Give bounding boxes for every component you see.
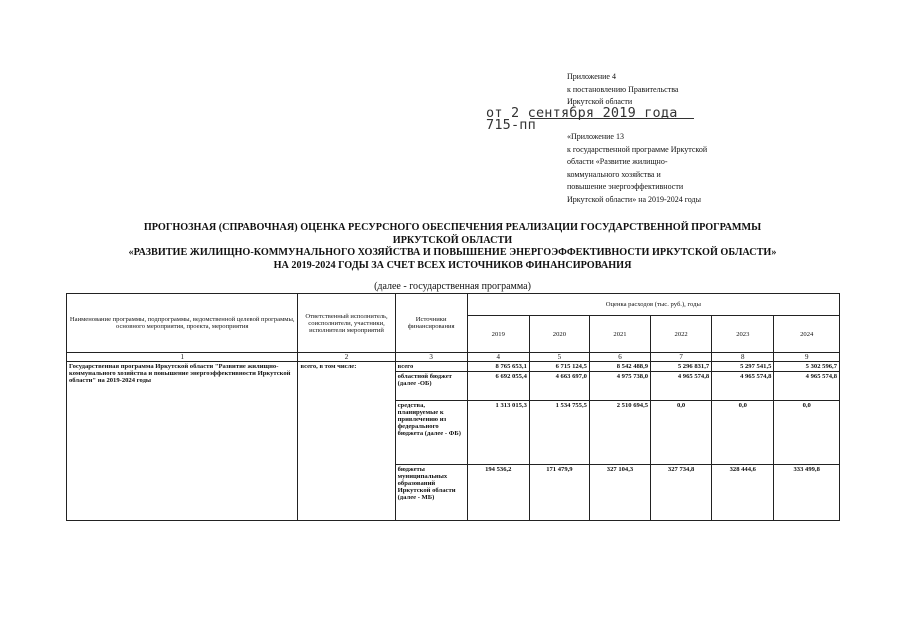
appendix-line: Иркутской области <box>567 97 633 106</box>
value-cell: 4 965 574,8 <box>774 372 840 401</box>
value-cell: 5 297 541,5 <box>712 362 774 372</box>
value-cell: 328 444,6 <box>712 465 774 521</box>
value-cell: 4 663 697,0 <box>529 372 589 401</box>
value-cell: 5 296 831,7 <box>651 362 712 372</box>
value-cell: 327 104,3 <box>589 465 650 521</box>
column-number: 8 <box>712 353 774 362</box>
value-cell: 8 765 653,1 <box>467 362 529 372</box>
table-row <box>67 362 840 372</box>
column-number-row <box>67 353 840 362</box>
executor-cell: всего, в том числе: <box>298 362 395 521</box>
value-cell: 0,0 <box>712 401 774 465</box>
appendix-line: к постановлению Правительства <box>567 84 679 94</box>
stamp-underline <box>530 118 694 119</box>
date-stamp <box>486 107 678 131</box>
column-number: 5 <box>529 353 589 362</box>
stamp-date: от 2 сентября 2019 года <box>486 105 678 121</box>
value-cell: 1 313 015,3 <box>467 401 529 465</box>
title-line: ПРОГНОЗНАЯ (СПРАВОЧНАЯ) ОЦЕНКА РЕСУРСНОГО ОБЕСПЕЧЕНИЯ РЕАЛИЗАЦИИ ГОСУДАРСТВЕННОЙ ПРОГРАММЫ <box>143 222 762 233</box>
appendix-13-line: коммунального хозяйства и <box>567 169 661 179</box>
value-cell: 171 479,9 <box>529 465 589 521</box>
header-year: 2020 <box>529 316 589 353</box>
column-number: 9 <box>774 353 840 362</box>
source-cell: всего <box>395 362 467 372</box>
appendix-line: Приложение 4 <box>567 72 616 81</box>
source-cell: областной бюджет (далее -ОБ) <box>395 372 467 401</box>
column-number: 6 <box>589 353 650 362</box>
value-cell: 6 692 055,4 <box>467 372 529 401</box>
program-name: Государственная программа Иркутской области "Развитие жилищно-коммунального хозяйства и повышение энергоэффективности Иркутской области" на 2019-2024 годы <box>67 362 298 521</box>
value-cell: 4 965 574,8 <box>712 372 774 401</box>
column-number: 7 <box>651 353 712 362</box>
column-number: 3 <box>395 353 467 362</box>
title-line: ИРКУТСКОЙ ОБЛАСТИ <box>392 234 513 246</box>
header-name: Наименование программы, подпрограммы, ведомственной целевой программы, основного мероприятия, проекта, мероприятия <box>67 294 298 353</box>
column-number: 1 <box>67 353 298 362</box>
header-year: 2022 <box>651 316 712 353</box>
column-number: 4 <box>467 353 529 362</box>
header-year: 2023 <box>712 316 774 353</box>
appendix-13-line: повышение энергоэффективности <box>567 182 684 191</box>
column-number: 2 <box>298 353 395 362</box>
value-cell: 0,0 <box>774 401 840 465</box>
value-cell: 8 542 488,9 <box>589 362 650 372</box>
value-cell: 6 715 124,5 <box>529 362 589 372</box>
title-line: «РАЗВИТИЕ ЖИЛИЩНО-КОММУНАЛЬНОГО ХОЗЯЙСТВА И ПОВЫШЕНИЕ ЭНЕРГОЭФФЕКТИВНОСТИ ИРКУТСКОЙ ОБЛАСТИ» <box>128 247 777 259</box>
value-cell: 4 965 574,8 <box>651 372 712 401</box>
value-cell: 0,0 <box>651 401 712 465</box>
value-cell: 2 510 694,5 <box>589 401 650 465</box>
header-source: Источники финансирования <box>395 294 467 353</box>
appendix-13-line: Иркутской области» на 2019-2024 годы <box>567 194 701 204</box>
header-year: 2024 <box>774 316 840 353</box>
appendix-13-line: области «Развитие жилищно- <box>567 157 668 166</box>
header-executor: Ответственный исполнитель, соисполнители, участники, исполнители мероприятий <box>298 294 395 353</box>
source-cell: бюджеты муниципальных образований Иркутской области (далее - МБ) <box>395 465 467 521</box>
value-cell: 5 302 596,7 <box>774 362 840 372</box>
title-line: НА 2019-2024 ГОДЫ ЗА СЧЕТ ВСЕХ ИСТОЧНИКОВ ФИНАНСИРОВАНИЯ <box>273 259 632 271</box>
value-cell: 1 534 755,5 <box>529 401 589 465</box>
appendix-13-line: к государственной программе Иркутской <box>567 144 708 154</box>
appendix-13-block <box>567 131 707 206</box>
header-year: 2019 <box>467 316 529 353</box>
value-cell: 194 536,2 <box>467 465 529 521</box>
header-estimate: Оценка расходов (тыс. руб.), годы <box>467 294 839 316</box>
document-subtitle: (далее - государственная программа) <box>374 281 531 292</box>
value-cell: 4 975 738,0 <box>589 372 650 401</box>
appendix-13-line: «Приложение 13 <box>567 132 624 141</box>
value-cell: 327 734,8 <box>651 465 712 521</box>
resource-table <box>66 293 840 521</box>
header-year: 2021 <box>589 316 650 353</box>
appendix-block <box>567 71 678 109</box>
source-cell: средства, планируемые к привлечению из федерального бюджета (далее - ФБ) <box>395 401 467 465</box>
stamp-number: 715-пп <box>486 117 536 133</box>
document-title <box>65 222 840 272</box>
value-cell: 333 499,8 <box>774 465 840 521</box>
